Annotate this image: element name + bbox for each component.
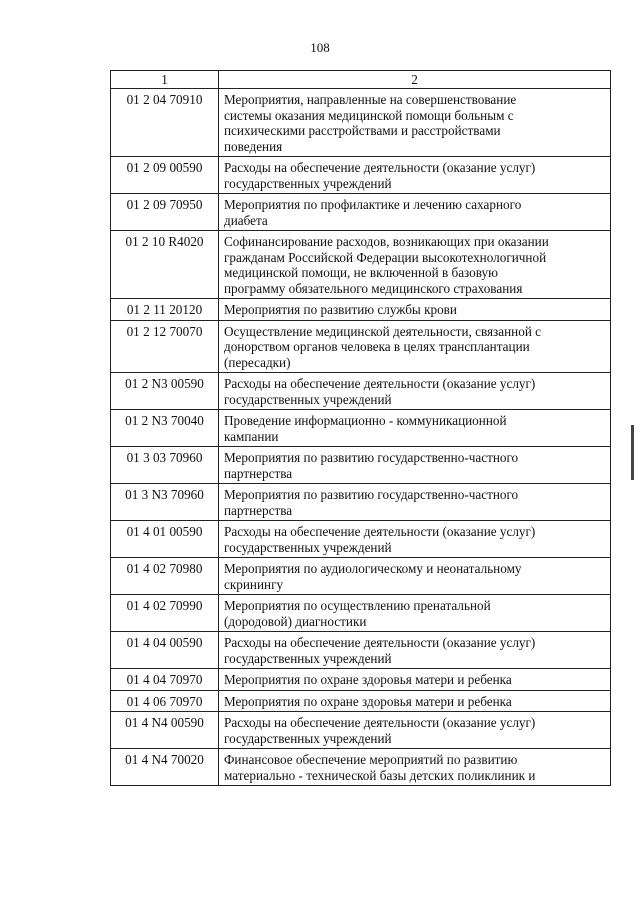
description-line: Финансовое обеспечение мероприятий по развитию (224, 752, 518, 767)
table-body (111, 89, 611, 786)
table-row (111, 231, 611, 299)
description-line: Мероприятия по развитию службы крови (224, 302, 457, 317)
table-row (111, 712, 611, 749)
row-code: 01 3 03 70960 (111, 447, 219, 484)
description-line: скринингу (224, 576, 284, 592)
page-number: 108 (310, 40, 330, 55)
description-line: государственных учреждений (224, 730, 392, 746)
description-line: медицинской помощи, не включенной в базовую (224, 265, 498, 280)
row-description (219, 749, 611, 786)
description-line: Осуществление медицинской деятельности, связанной с (224, 323, 542, 339)
description-line: Мероприятия по развитию государственно-частного (224, 487, 519, 502)
row-code: 01 4 N4 70020 (111, 749, 219, 786)
row-code: 01 2 04 70910 (111, 89, 219, 157)
table-row (111, 595, 611, 632)
header-row (111, 71, 611, 89)
description-line: Мероприятия по охране здоровья матери и ребенка (224, 693, 512, 709)
description-line: Мероприятия по осуществлению пренатальной (224, 598, 491, 613)
row-code: 01 2 11 20120 (111, 299, 219, 321)
description-line: Мероприятия по аудиологическому и неонатальному (224, 561, 522, 576)
row-code: 01 2 09 00590 (111, 157, 219, 194)
row-code: 01 2 09 70950 (111, 194, 219, 231)
description-line: диабета (224, 212, 268, 228)
description-line: материально - технической базы детских поликлиник и (224, 767, 536, 783)
row-code: 01 4 06 70970 (111, 690, 219, 712)
description-line: (дородовой) диагностики (224, 613, 367, 629)
description-line: Мероприятия по охране здоровья матери и ребенка (224, 672, 512, 687)
description-line: Проведение информационно - коммуникационной (224, 413, 507, 428)
description-line: Расходы на обеспечение деятельности (оказание услуг) (224, 376, 536, 391)
row-code: 01 4 02 70990 (111, 595, 219, 632)
description-line: государственных учреждений (224, 175, 392, 191)
description-line: Мероприятия, направленные на совершенствование (224, 92, 517, 107)
row-description (219, 521, 611, 558)
description-line: Мероприятия по развитию государственно-частного (224, 450, 519, 465)
description-line: донорством органов человека в целях трансплантации (224, 339, 530, 354)
row-description (219, 194, 611, 231)
description-line: Расходы на обеспечение деятельности (оказание услуг) (224, 635, 536, 650)
row-description (219, 447, 611, 484)
row-code: 01 2 N3 70040 (111, 410, 219, 447)
description-line: Расходы на обеспечение деятельности (оказание услуг) (224, 524, 536, 539)
table-row (111, 484, 611, 521)
row-description (219, 690, 611, 712)
row-description (219, 712, 611, 749)
description-line: партнерства (224, 502, 293, 518)
row-description (219, 89, 611, 157)
table-row (111, 558, 611, 595)
row-description (219, 157, 611, 194)
description-line: Мероприятия по профилактике и лечению сахарного (224, 197, 522, 212)
description-line: Расходы на обеспечение деятельности (оказание услуг) (224, 160, 536, 175)
row-description (219, 669, 611, 691)
description-line: гражданам Российской Федерации высокотехнологичной (224, 249, 547, 265)
row-description (219, 595, 611, 632)
description-line: программу обязательного медицинского страхования (224, 280, 523, 296)
table-row (111, 320, 611, 373)
table-row (111, 690, 611, 712)
row-description (219, 320, 611, 373)
row-description (219, 632, 611, 669)
row-description (219, 484, 611, 521)
table-row (111, 410, 611, 447)
budget-table (110, 70, 611, 786)
table-row (111, 373, 611, 410)
table-header (111, 71, 611, 89)
table-row (111, 632, 611, 669)
row-code: 01 4 01 00590 (111, 521, 219, 558)
row-description (219, 410, 611, 447)
row-code: 01 2 N3 00590 (111, 373, 219, 410)
scan-edge-mark (631, 425, 634, 480)
description-line: партнерства (224, 465, 293, 481)
description-line: системы оказания медицинской помощи больным с (224, 107, 514, 123)
description-line: Софинансирование расходов, возникающих при оказании (224, 234, 549, 249)
row-description (219, 299, 611, 321)
table-row (111, 749, 611, 786)
row-description (219, 558, 611, 595)
row-code: 01 2 10 R4020 (111, 231, 219, 299)
row-code: 01 4 N4 00590 (111, 712, 219, 749)
description-line: государственных учреждений (224, 650, 392, 666)
table-row (111, 299, 611, 321)
description-line: государственных учреждений (224, 539, 392, 555)
table-row (111, 521, 611, 558)
column-header-code: 1 (111, 71, 219, 89)
row-description (219, 373, 611, 410)
row-code: 01 3 N3 70960 (111, 484, 219, 521)
description-line: психическими расстройствами и расстройствами (224, 123, 501, 138)
table-row (111, 194, 611, 231)
column-header-description: 2 (219, 71, 611, 89)
row-code: 01 2 12 70070 (111, 320, 219, 373)
description-line: (пересадки) (224, 354, 291, 370)
row-code: 01 4 04 70970 (111, 669, 219, 691)
row-code: 01 4 04 00590 (111, 632, 219, 669)
description-line: Расходы на обеспечение деятельности (оказание услуг) (224, 715, 536, 730)
table-row (111, 157, 611, 194)
table-row (111, 89, 611, 157)
description-line: поведения (224, 138, 283, 154)
description-line: кампании (224, 428, 279, 444)
row-description (219, 231, 611, 299)
table-row (111, 447, 611, 484)
table-row (111, 669, 611, 691)
description-line: государственных учреждений (224, 391, 392, 407)
row-code: 01 4 02 70980 (111, 558, 219, 595)
